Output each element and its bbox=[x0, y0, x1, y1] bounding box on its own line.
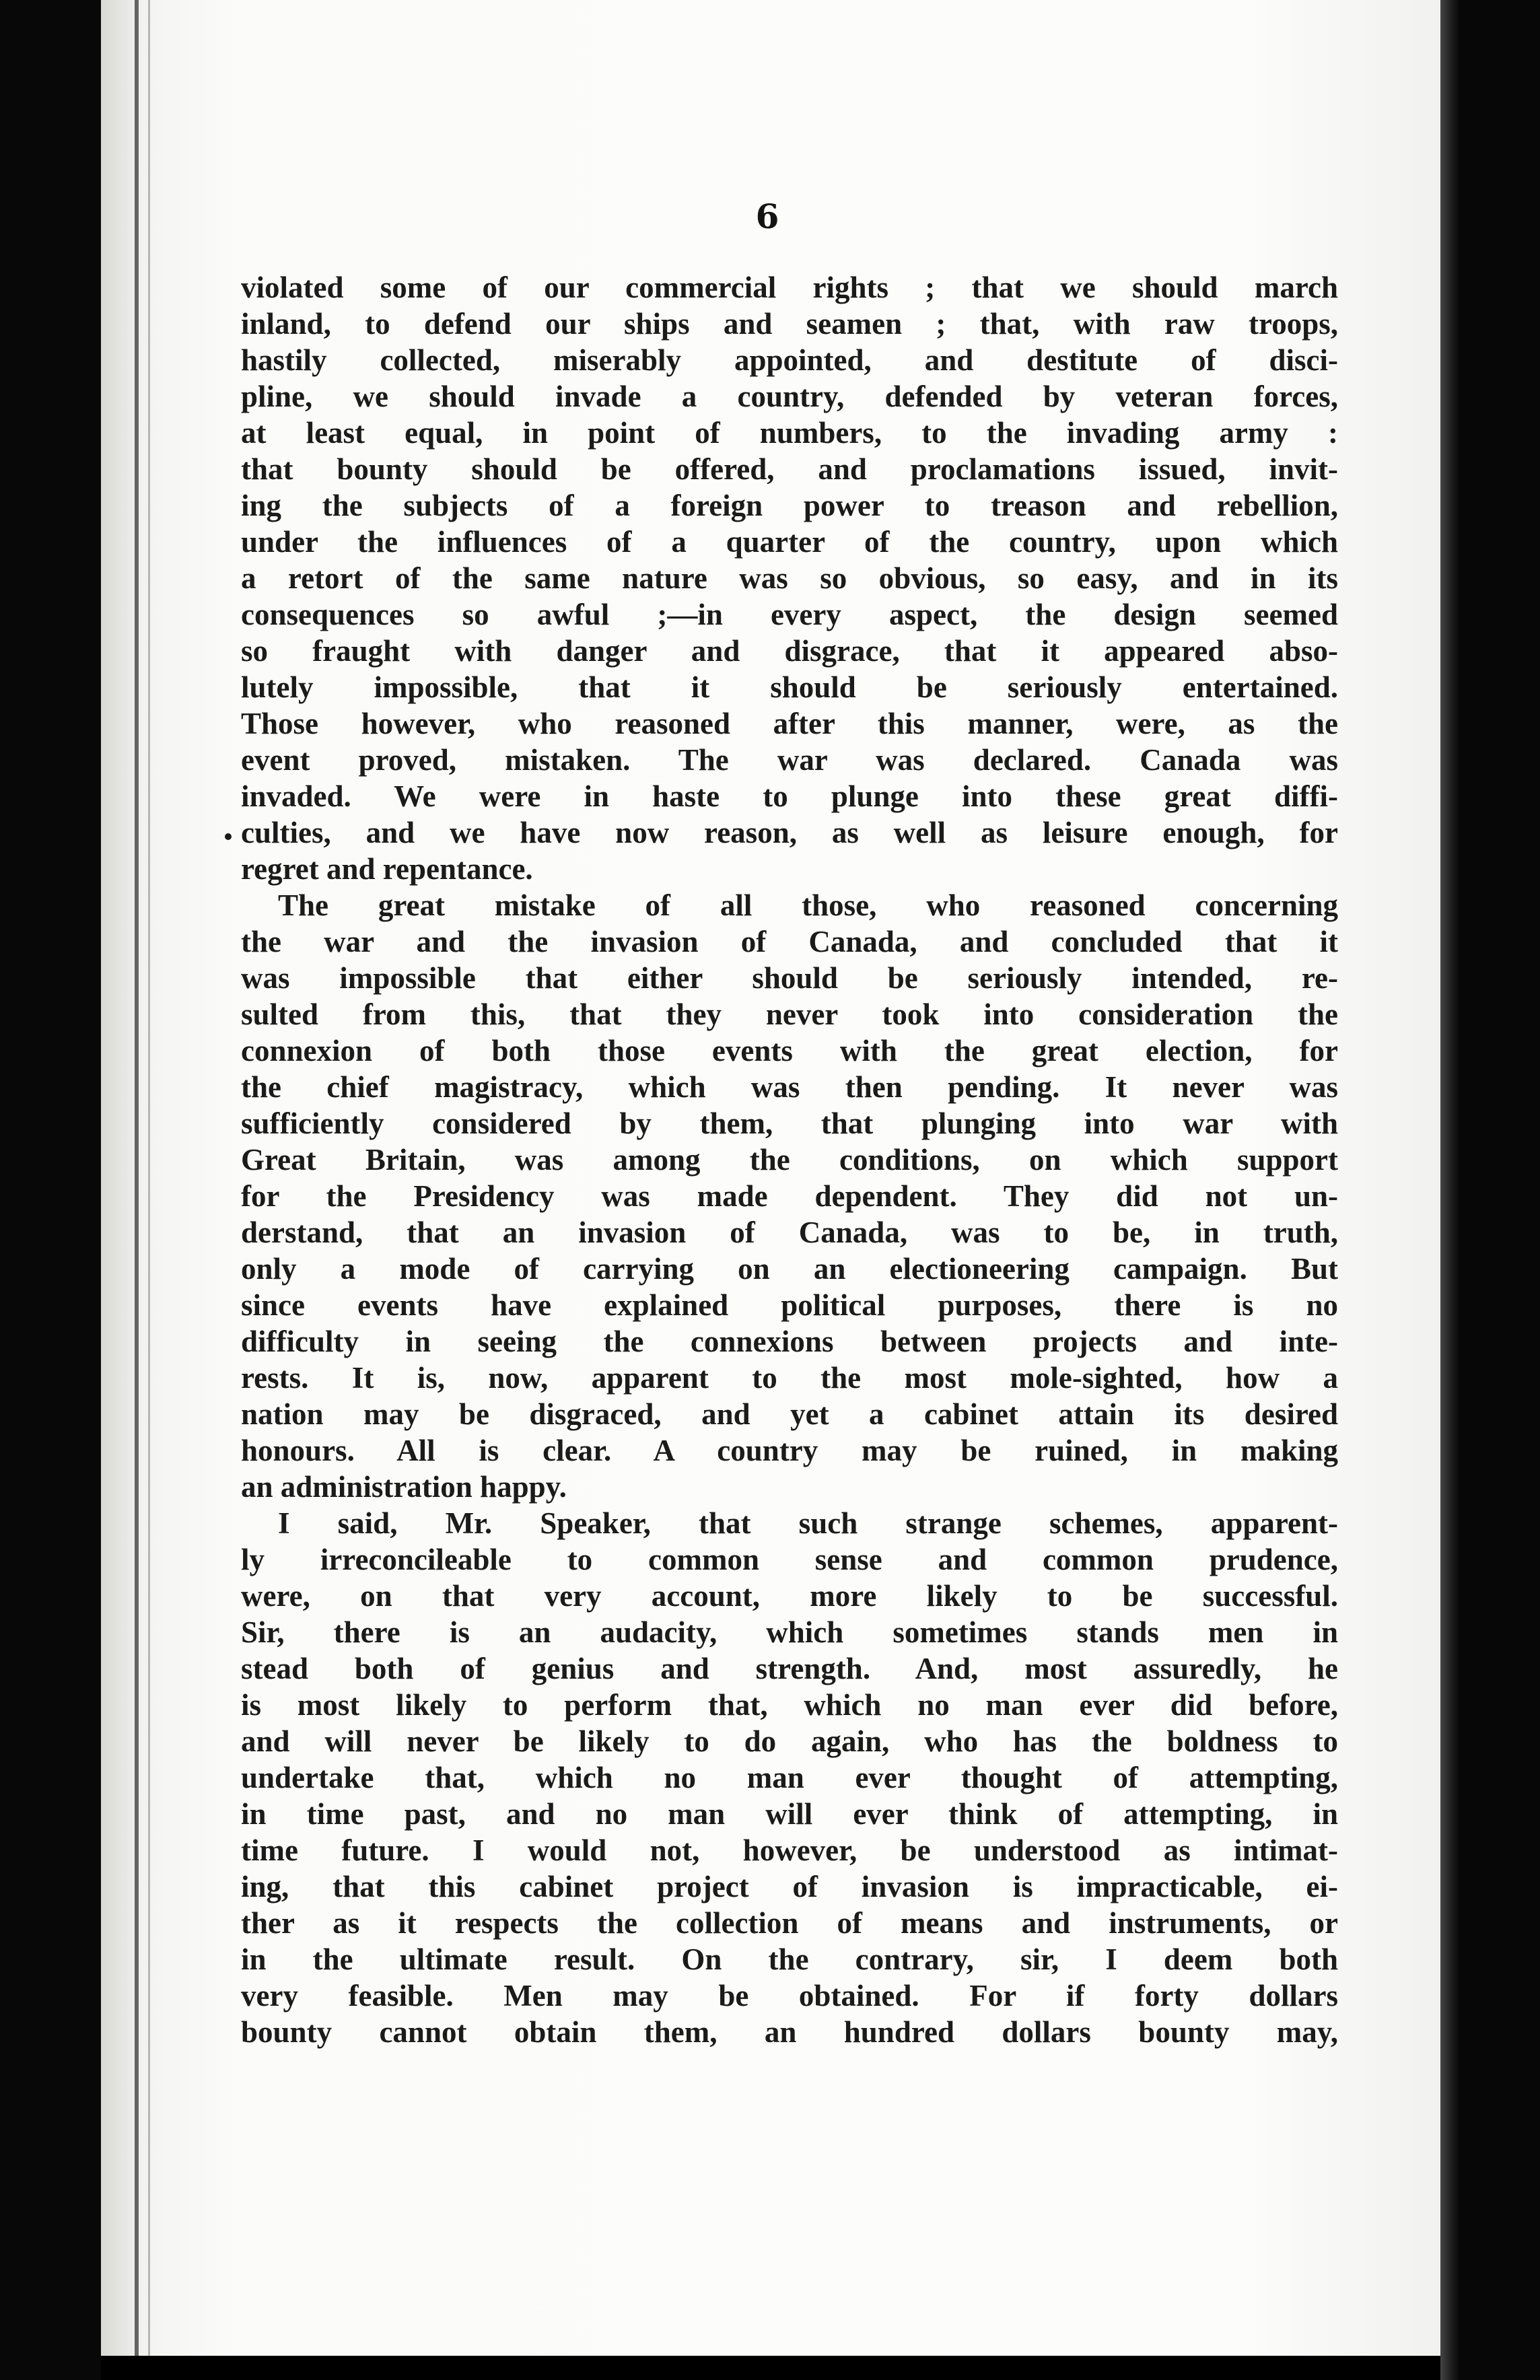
text-line: since events have explained political purposes, there is no bbox=[241, 1288, 1338, 1322]
text-line: violated some of our commercial rights ; that we should march bbox=[241, 271, 1338, 304]
text-line: that bounty should be offered, and proclamations issued, invit- bbox=[241, 452, 1338, 486]
scan-border-left bbox=[0, 0, 101, 2380]
body-text bbox=[241, 269, 1338, 2050]
text-line: only a mode of carrying on an electioneering campaign. But bbox=[241, 1252, 1338, 1286]
text-line: honours. All is clear. A country may be ruined, in making bbox=[241, 1434, 1338, 1467]
text-line: very feasible. Men may be obtained. For if forty dollars bbox=[241, 1979, 1338, 2013]
text-line: was impossible that either should be seriously intended, re- bbox=[241, 961, 1338, 995]
text-line: ing, that this cabinet project of invasion is impracticable, ei- bbox=[241, 1870, 1338, 1903]
text-line: Those however, who reasoned after this manner, were, as the bbox=[241, 707, 1338, 740]
text-line: sufficiently considered by them, that plunging into war with bbox=[241, 1107, 1338, 1140]
text-line: stead both of genius and strength. And, most assuredly, he bbox=[241, 1652, 1338, 1685]
text-line: ing the subjects of a foreign power to treason and rebellion, bbox=[241, 489, 1338, 522]
text-line: Sir, there is an audacity, which sometimes stands men in bbox=[241, 1615, 1338, 1649]
page-edge-shadow bbox=[1440, 0, 1461, 2380]
scan-border-right bbox=[1440, 0, 1540, 2380]
text-line: culties, and we have now reason, as well as leisure enough, for bbox=[241, 816, 1338, 849]
text-line: derstand, that an invasion of Canada, was to be, in truth, bbox=[241, 1216, 1338, 1249]
text-line: event proved, mistaken. The war was declared. Canada was bbox=[241, 743, 1338, 777]
text-line: in time past, and no man will ever think of attempting, in bbox=[241, 1797, 1338, 1831]
text-line: an administration happy. bbox=[241, 1470, 567, 1504]
text-line: at least equal, in point of numbers, to the invading army : bbox=[241, 416, 1338, 450]
text-line: and will never be likely to do again, who has the boldness to bbox=[241, 1724, 1338, 1758]
text-line: regret and repentance. bbox=[241, 852, 533, 886]
page-binding-line bbox=[148, 0, 150, 2356]
text-line: connexion of both those events with the great election, for bbox=[241, 1034, 1338, 1068]
text-line: time future. I would not, however, be understood as intimat- bbox=[241, 1833, 1338, 1867]
text-line: ly irreconcileable to common sense and common prudence, bbox=[241, 1543, 1338, 1576]
text-line: the war and the invasion of Canada, and concluded that it bbox=[241, 925, 1338, 958]
text-line: nation may be disgraced, and yet a cabinet attain its desired bbox=[241, 1397, 1338, 1431]
text-line: were, on that very account, more likely to be successful. bbox=[241, 1579, 1338, 1613]
page-binding-shadow bbox=[135, 0, 139, 2356]
text-line: I said, Mr. Speaker, that such strange schemes, apparent- bbox=[278, 1506, 1338, 1540]
text-line: rests. It is, now, apparent to the most mole-sighted, how a bbox=[241, 1361, 1338, 1395]
text-line: Great Britain, was among the conditions, on which support bbox=[241, 1143, 1338, 1177]
text-line: is most likely to perform that, which no man ever did before, bbox=[241, 1688, 1338, 1722]
text-line: bounty cannot obtain them, an hundred dollars bounty may, bbox=[241, 2015, 1338, 2049]
text-line: a retort of the same nature was so obvious, so easy, and in its bbox=[241, 561, 1338, 595]
text-line: in the ultimate result. On the contrary, sir, I deem both bbox=[241, 1943, 1338, 1976]
text-line: sulted from this, that they never took into consideration the bbox=[241, 998, 1338, 1031]
text-line: ther as it respects the collection of means and instruments, or bbox=[241, 1906, 1338, 1940]
text-line: inland, to defend our ships and seamen ; that, with raw troops, bbox=[241, 307, 1338, 341]
text-line: pline, we should invade a country, defended by veteran forces, bbox=[241, 380, 1338, 413]
page-number: 6 bbox=[755, 197, 779, 236]
text-line: hastily collected, miserably appointed, and destitute of disci- bbox=[241, 343, 1338, 377]
text-line: under the influences of a quarter of the country, upon which bbox=[241, 525, 1338, 559]
text-line: The great mistake of all those, who reasoned concerning bbox=[278, 888, 1338, 922]
text-line: undertake that, which no man ever thought of attempting, bbox=[241, 1761, 1338, 1794]
text-line: for the Presidency was made dependent. They did not un- bbox=[241, 1179, 1338, 1213]
text-line: difficulty in seeing the connexions between projects and inte- bbox=[241, 1325, 1338, 1358]
text-line: lutely impossible, that it should be seriously entertained. bbox=[241, 670, 1338, 704]
text-line: the chief magistracy, which was then pending. It never was bbox=[241, 1070, 1338, 1104]
text-line: invaded. We were in haste to plunge into these great diffi- bbox=[241, 779, 1338, 813]
margin-mark bbox=[225, 833, 232, 840]
text-line: consequences so awful ;—in every aspect, the design seemed bbox=[241, 598, 1338, 631]
text-line: so fraught with danger and disgrace, that it appeared abso- bbox=[241, 634, 1338, 668]
